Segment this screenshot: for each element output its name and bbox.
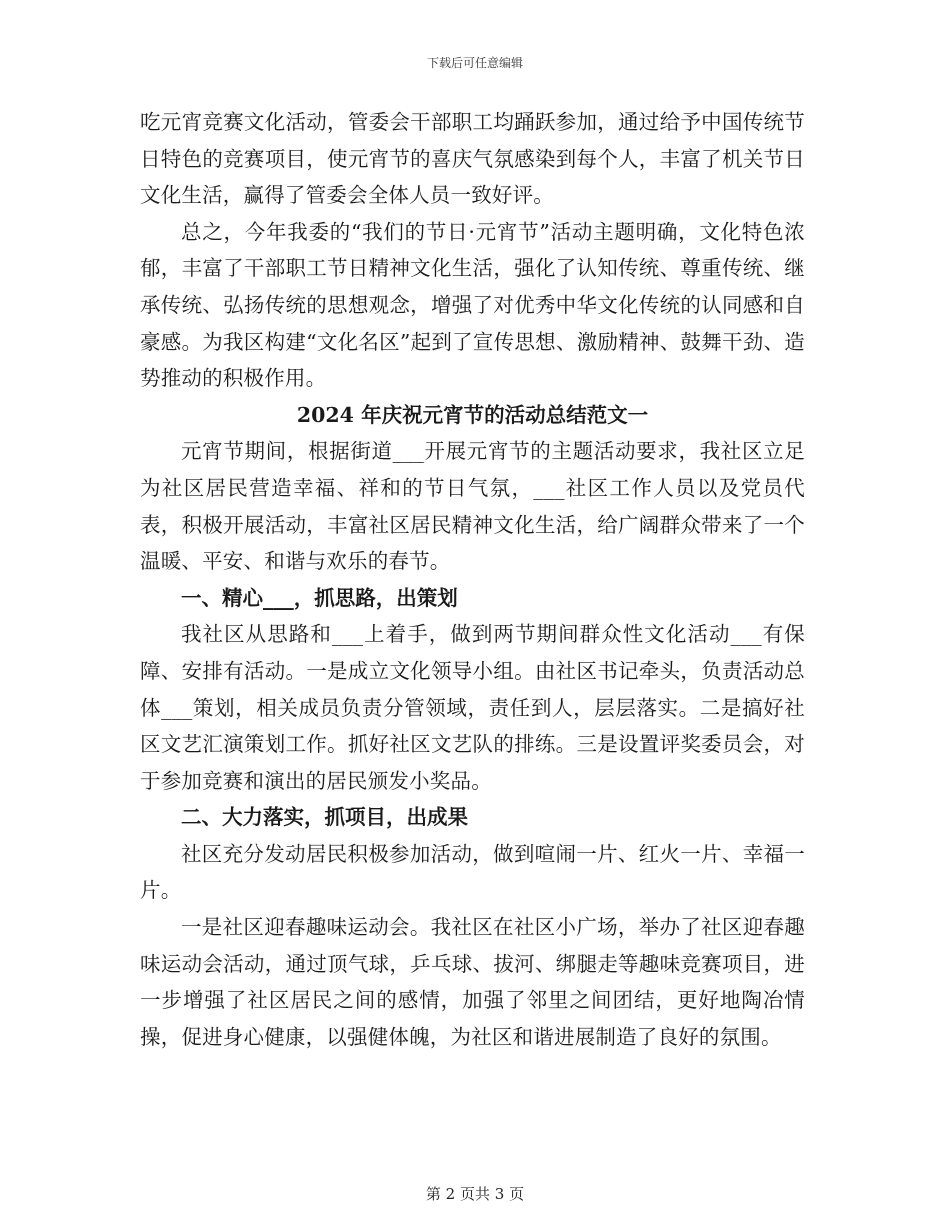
- paragraph-intro: 元宵节期间，根据街道___开展元宵节的主题活动要求，我社区立足为社区居民营造幸福、祥和的节日气氛，___社区工作人员以及党员代表，积极开展活动，丰富社区居民精神文化生活，给广阔群众带来了一个温暖、平安、和谐与欢乐的春节。: [140, 439, 805, 574]
- section-title: 2024 年庆祝元宵节的活动总结范文一: [296, 402, 649, 427]
- paragraph-mobilization: 社区充分发动居民积极参加活动，做到喧闹一片、红火一片、幸福一片。: [140, 841, 805, 903]
- paragraph-planning: 我社区从思路和___上着手，做到两节期间群众性文化活动___有保障、安排有活动。一是成立文化领导小组。由社区书记牵头，负责活动总体___策划，相关成员负责分管领域，责任到人，层层落实。二是搞好社区文艺汇演策划工作。抓好社区文艺队的排练。三是设置评奖委员会，对于参加竞赛和演出的居民颁发小奖品。: [140, 622, 805, 793]
- paragraph-conclusion: 总之，今年我委的“我们的节日·元宵节”活动主题明确，文化特色浓郁，丰富了干部职工节日精神文化生活，强化了认知传统、尊重传统、继承传统、弘扬传统的思想观念，增强了对优秀中华文化传统的认同感和自豪感。为我区构建“文化名区”起到了宣传思想、激励精神、鼓舞干劲、造势推动的积极作用。: [140, 219, 805, 391]
- paragraph-sports-meet: 一是社区迎春趣味运动会。我社区在社区小广场，举办了社区迎春趣味运动会活动，通过顶气球，乒乓球、拔河、绑腿走等趣味竞赛项目，进一步增强了社区居民之间的感情，加强了邻里之间团结，更好地陶冶情操，促进身心健康，以强健体魄，为社区和谐进展制造了良好的氛围。: [140, 915, 805, 1049]
- page-footer-number: 第 2 页共 3 页: [425, 1185, 525, 1203]
- page-header-note: 下载后可任意编辑: [426, 56, 523, 70]
- document-body: [140, 104, 805, 1055]
- subheading-implementation: 二、大力落实，抓项目，出成果: [181, 805, 468, 830]
- subheading-planning: 一、精心___，抓思路，出策划: [181, 585, 458, 610]
- paragraph-lantern-contest: 吃元宵竞赛文化活动，管委会干部职工均踊跃参加，通过给予中国传统节日特色的竞赛项目，使元宵节的喜庆气氛感染到每个人，丰富了机关节日文化生活，赢得了管委会全体人员一致好评。: [140, 110, 805, 208]
